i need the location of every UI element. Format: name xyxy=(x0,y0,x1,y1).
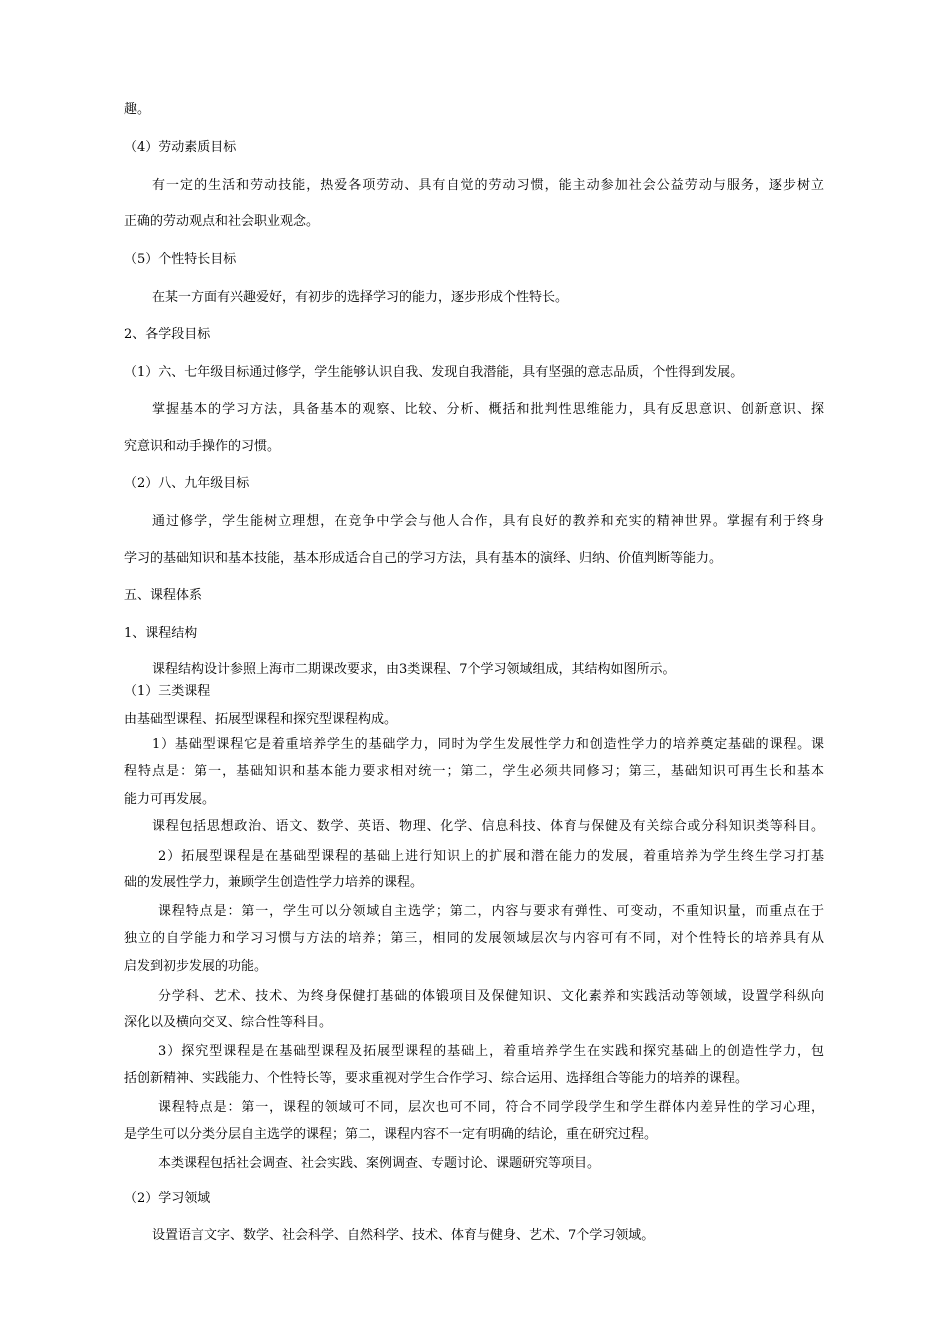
section-heading: （4）劳动素质目标 xyxy=(124,140,237,155)
paragraph-line: 通过修学，学生能树立理想，在竞争中学会与他人合作，具有良好的教养和充实的精神世界。掌握有利于终身 xyxy=(152,514,824,529)
paragraph-line: 能力可再发展。 xyxy=(124,792,216,807)
paragraph-line: 启发到初步发展的功能。 xyxy=(124,959,268,974)
paragraph-line: 本类课程包括社会调查、社会实践、案例调查、专题讨论、课题研究等项目。 xyxy=(158,1156,601,1171)
paragraph-line: 独立的自学能力和学习习惯与方法的培养；第三，相同的发展领域层次与内容可有不同，对个性特长的培养具有从 xyxy=(124,931,824,946)
section-heading: 五、课程体系 xyxy=(124,588,203,603)
section-heading: （5）个性特长目标 xyxy=(124,252,237,267)
paragraph-line: 程特点是：第一，基础知识和基本能力要求相对统一；第二，学生必须共同修习；第三，基础知识可再生长和基本 xyxy=(124,764,824,779)
paragraph-line: 设置语言文字、数学、社会科学、自然科学、技术、体育与健身、艺术、7个学习领域。 xyxy=(152,1228,655,1243)
section-heading: 2、各学段目标 xyxy=(124,327,211,342)
paragraph-line: 掌握基本的学习方法，具备基本的观察、比较、分析、概括和批判性思维能力，具有反思意识、创新意识、探 xyxy=(152,402,824,417)
paragraph-line: 课程特点是：第一，课程的领域可不同，层次也可不同，符合不同学段学生和学生群体内差异性的学习心理， xyxy=(158,1100,824,1115)
paragraph-line: 分学科、艺术、技术、为终身保健打基础的体锻项目及保健知识、文化素养和实践活动等领域，设置学科纵向 xyxy=(158,989,824,1004)
paragraph-line: 是学生可以分类分层自主选学的课程；第二，课程内容不一定有明确的结论，重在研究过程。 xyxy=(124,1127,658,1142)
paragraph-line: 学习的基础知识和基本技能，基本形成适合自己的学习方法，具有基本的演绎、归纳、价值判断等能力。 xyxy=(124,551,723,566)
section-heading: （2）八、九年级目标 xyxy=(124,476,250,491)
paragraph-line: 由基础型课程、拓展型课程和探究型课程构成。 xyxy=(124,712,398,727)
paragraph-line: 3）探究型课程是在基础型课程及拓展型课程的基础上，着重培养学生在实践和探究基础上的创造性学力，包 xyxy=(158,1044,824,1059)
paragraph-line: 趣。 xyxy=(124,102,151,117)
section-heading: （1）六、七年级目标通过修学，学生能够认识自我、发现自我潜能，具有坚强的意志品质，个性得到发展。 xyxy=(124,365,744,380)
paragraph-line: 课程包括思想政治、语文、数学、英语、物理、化学、信息科技、体育与保健及有关综合或分科知识类等科目。 xyxy=(152,819,824,834)
paragraph-line: 础的发展性学力，兼顾学生创造性学力培养的课程。 xyxy=(124,875,424,890)
section-heading: （2）学习领域 xyxy=(124,1191,211,1206)
paragraph-line: 课程特点是：第一，学生可以分领域自主选学；第二，内容与要求有弹性、可变动，不重知识量，而重点在于 xyxy=(158,904,824,919)
paragraph-line: 在某一方面有兴趣爱好，有初步的选择学习的能力，逐步形成个性特长。 xyxy=(152,290,569,305)
paragraph-line: 课程结构设计参照上海市二期课改要求，由3类课程、7个学习领域组成，其结构如图所示。 xyxy=(152,662,676,677)
paragraph-line: 括创新精神、实践能力、个性特长等，要求重视对学生合作学习、综合运用、选择组合等能力的培养的课程。 xyxy=(124,1071,749,1086)
section-heading: （1）三类课程 xyxy=(124,684,211,699)
paragraph-line: 究意识和动手操作的习惯。 xyxy=(124,439,281,454)
paragraph-line: 2）拓展型课程是在基础型课程的基础上进行知识上的扩展和潜在能力的发展，着重培养为学生终生学习打基 xyxy=(158,849,824,864)
section-heading: 1、课程结构 xyxy=(124,626,198,641)
paragraph-line: 正确的劳动观点和社会职业观念。 xyxy=(124,214,320,229)
paragraph-line: 深化以及横向交叉、综合性等科目。 xyxy=(124,1015,333,1030)
paragraph-line: 1）基础型课程它是着重培养学生的基础学力，同时为学生发展性学力和创造性学力的培养奠定基础的课程。课 xyxy=(152,737,824,752)
paragraph-line: 有一定的生活和劳动技能，热爱各项劳动、具有自觉的劳动习惯，能主动参加社会公益劳动与服务，逐步树立 xyxy=(152,178,824,193)
